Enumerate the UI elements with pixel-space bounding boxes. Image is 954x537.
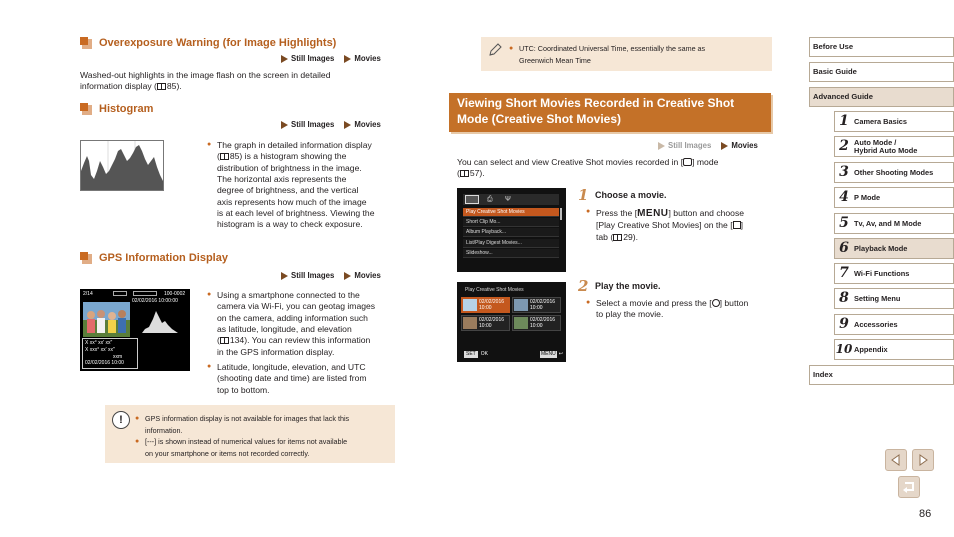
overexposure-text: Washed-out highlights in the image flash on the screen in detailed information display ( 85). bbox=[80, 70, 331, 92]
gps-heading bbox=[80, 251, 228, 266]
nav-chapter-1[interactable]: 1 Camera Basics bbox=[834, 111, 954, 132]
print-tab-icon: ⎙ bbox=[487, 196, 493, 203]
section-icon bbox=[80, 252, 92, 264]
page-ref-icon bbox=[157, 83, 166, 90]
menu-item[interactable]: Play Creative Shot Movies bbox=[463, 208, 559, 217]
return-button[interactable] bbox=[898, 476, 920, 498]
histogram-graphic bbox=[80, 140, 164, 191]
overexposure-heading bbox=[80, 36, 336, 51]
nav-chapter-6[interactable]: 6 Playback Mode bbox=[834, 238, 954, 259]
menu-item[interactable]: List/Play Digest Movies... bbox=[463, 239, 559, 248]
nav-chapter-8[interactable]: 8 Setting Menu bbox=[834, 288, 954, 309]
nav-before-use[interactable]: Before Use bbox=[809, 37, 954, 57]
nav-basic-guide[interactable]: Basic Guide bbox=[809, 62, 954, 82]
set-ok-hint: SET OK bbox=[466, 351, 488, 357]
gps-mode-labels: Still Images Movies bbox=[281, 271, 381, 281]
movie-thumb-4[interactable]: 02/02/2016 10:00 bbox=[512, 315, 561, 331]
nav-index[interactable]: Index bbox=[809, 365, 954, 385]
histogram-mode-labels: Still Images Movies bbox=[281, 120, 381, 130]
section-icon bbox=[80, 37, 92, 49]
movies-icon bbox=[721, 142, 728, 150]
step-1-bullet: ● Press the [MENU] button and choose [Play Creative Shot Movies] on the [ ] tab ( 29). bbox=[586, 207, 776, 243]
overexposure-title: Overexposure Warning (for Image Highlights) bbox=[99, 37, 337, 49]
page-ref-icon bbox=[220, 337, 229, 344]
page-ref-icon bbox=[613, 234, 622, 241]
utc-time: 02/02/2016 10:00 bbox=[85, 360, 124, 367]
page-number: 86 bbox=[919, 508, 932, 520]
step-2-title: Play the movie. bbox=[595, 281, 661, 291]
movies-icon bbox=[344, 55, 351, 63]
next-page-button[interactable] bbox=[912, 449, 934, 471]
gps-bullets: ● Using a smartphone connected to the camera via Wi-Fi, you can geotag images on the camera, adding information such as latitude, longitude, and elevation ( 134). You can review this information in the GPS information display. ● Latitude, longitude, elevation, and UTC (shooting date and time) are listed from top to bottom. bbox=[207, 290, 397, 396]
battery-icon bbox=[113, 291, 127, 296]
overexposure-mode-labels: Still Images Movies bbox=[281, 54, 381, 64]
gps-camera-screen bbox=[80, 289, 190, 371]
memo-box: ● UTC: Coordinated Universal Time, essentially the same as Greenwich Mean Time bbox=[481, 37, 772, 71]
still-images-icon bbox=[281, 121, 288, 129]
file-number: 100-0002 bbox=[164, 291, 186, 297]
histogram-heading bbox=[80, 102, 153, 117]
movies-icon bbox=[344, 272, 351, 280]
still-images-icon bbox=[281, 272, 288, 280]
still-images-icon bbox=[281, 55, 288, 63]
step-2-bullet: ● Select a movie and press the [ ] button to play the movie. bbox=[586, 298, 776, 321]
nav-chapter-4[interactable]: 4 P Mode bbox=[834, 187, 954, 208]
creative-mode-labels: Still Images Movies bbox=[658, 141, 758, 151]
movie-thumb-3[interactable]: 02/02/2016 10:00 bbox=[461, 315, 510, 331]
func-set-icon bbox=[712, 299, 720, 307]
page-ref-icon bbox=[220, 153, 229, 160]
section-title-banner: Viewing Short Movies Recorded in Creative Shot Mode (Creative Shot Movies) bbox=[449, 93, 771, 132]
nav-chapter-7[interactable]: 7 Wi-Fi Functions bbox=[834, 263, 954, 284]
playback-tab-icon bbox=[465, 195, 479, 204]
gps-title: GPS Information Display bbox=[99, 252, 228, 264]
section-icon bbox=[80, 103, 92, 115]
return-icon bbox=[902, 481, 916, 493]
mini-histogram bbox=[142, 305, 178, 333]
movie-thumb-2[interactable]: 02/02/2016 10:00 bbox=[512, 297, 561, 313]
menu-item[interactable]: Slideshow... bbox=[463, 249, 559, 258]
page-ref-icon bbox=[460, 170, 469, 177]
caution-icon: ! bbox=[112, 411, 130, 429]
info-icons bbox=[133, 291, 157, 296]
elevation: xxm bbox=[113, 353, 123, 360]
step-2-number: 2 bbox=[578, 277, 589, 295]
playback-icon bbox=[733, 221, 741, 229]
family-photo bbox=[83, 302, 130, 337]
nav-chapter-9[interactable]: 9 Accessories bbox=[834, 314, 954, 335]
latitude: X xx° xx' xx" bbox=[85, 340, 113, 346]
still-images-icon bbox=[658, 142, 665, 150]
movie-camera-screen bbox=[457, 282, 566, 362]
scrollbar bbox=[560, 208, 562, 220]
prev-page-button[interactable] bbox=[885, 449, 907, 471]
frame-counter: 2/14 bbox=[83, 291, 93, 297]
nav-chapter-2[interactable]: 2 Auto Mode / Hybrid Auto Mode bbox=[834, 136, 954, 157]
setup-tab-icon: Ψ bbox=[505, 196, 511, 203]
histogram-bullet: ● The graph in detailed information display ( 85) is a histogram showing the distribution of brightness in the image. The horizontal axis represents the degree of brightness, and the vertical axis represents how much of the image is at each level of brightness. Viewing the histogram is a way to check exposure. bbox=[207, 140, 397, 231]
shot-datetime: 02/02/2016 10:00:00 bbox=[132, 298, 178, 304]
menu-item[interactable]: Album Playback... bbox=[463, 228, 559, 237]
histogram-title: Histogram bbox=[99, 103, 154, 115]
caution-box: ! ● GPS information display is not available for images that lack this information. ● [---] is shown instead of numerical values for items not available on your smartphone or items not recorded correctly. bbox=[105, 405, 395, 463]
menu-button-label: MENU bbox=[637, 208, 669, 219]
arrow-left-icon bbox=[890, 454, 902, 466]
longitude: X xxx° xx' xx" bbox=[85, 346, 115, 353]
menu-tab-bar bbox=[463, 194, 559, 205]
nav-chapter-3[interactable]: 3 Other Shooting Modes bbox=[834, 162, 954, 183]
movie-thumb-1[interactable]: 02/02/2016 10:00 bbox=[461, 297, 510, 313]
back-icon: ↩ bbox=[558, 351, 563, 357]
nav-chapter-10[interactable]: 10 Appendix bbox=[834, 339, 954, 360]
histogram-chart bbox=[81, 141, 163, 190]
creative-shot-icon bbox=[683, 158, 692, 166]
menu-back-hint: MENU ↩ bbox=[541, 351, 563, 357]
screen-title: Play Creative Shot Movies bbox=[465, 287, 524, 293]
menu-camera-screen bbox=[457, 188, 566, 272]
menu-item[interactable]: Short Clip Mo... bbox=[463, 218, 559, 227]
pencil-icon bbox=[487, 42, 503, 61]
movies-icon bbox=[344, 121, 351, 129]
step-1-number: 1 bbox=[578, 186, 589, 204]
intro-text: You can select and view Creative Shot movies recorded in [ ] mode ( 57). bbox=[457, 157, 719, 179]
step-1-title: Choose a movie. bbox=[595, 190, 667, 200]
gps-info-panel bbox=[82, 338, 138, 369]
nav-chapter-5[interactable]: 5 Tv, Av, and M Mode bbox=[834, 213, 954, 234]
nav-advanced-guide[interactable]: Advanced Guide bbox=[809, 87, 954, 107]
arrow-right-icon bbox=[917, 454, 929, 466]
